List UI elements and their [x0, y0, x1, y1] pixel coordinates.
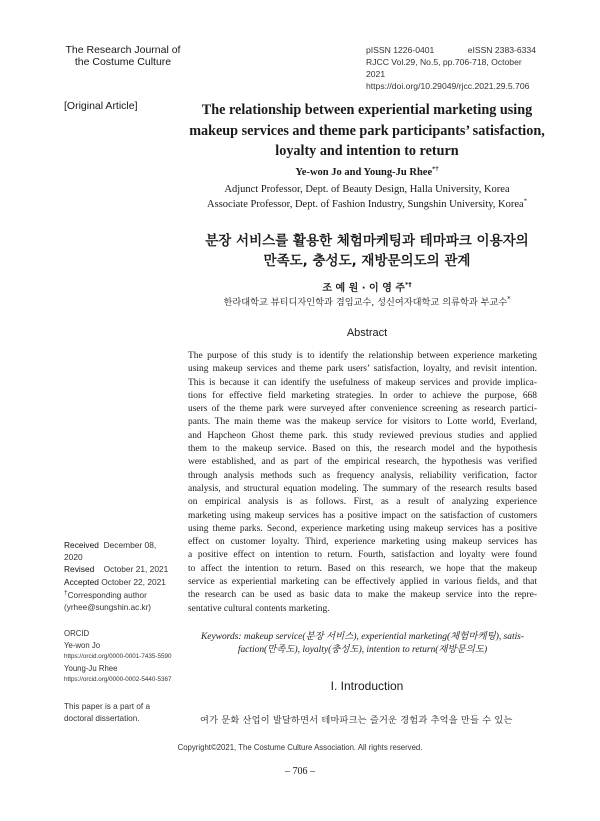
revised-row: Revised October 21, 2021 — [64, 564, 169, 575]
paper-title — [185, 100, 549, 162]
received-row: Received December 08, 2020 — [64, 540, 157, 563]
affiliation-en-2: Associate Professor, Dept. of Fashion Industry, Sungshin University, Korea* — [207, 197, 527, 210]
article-type: [Original Article] — [64, 100, 138, 112]
orcid-link-1[interactable]: https://orcid.org/0000-0001-7435-5590 — [64, 653, 172, 661]
dissertation-note-line1: This paper is a part of a — [64, 702, 151, 711]
dissertation-note-line2: doctoral dissertation. — [64, 714, 140, 723]
copyright: Copyright©2021, The Costume Culture Association. All rights reserved. — [177, 743, 423, 752]
abstract-line: pants. The main theme was the makeup service for visitors to Lotte world, Everland, — [188, 417, 537, 428]
dagger-mark: † — [64, 589, 68, 597]
corresponding-author — [64, 590, 176, 614]
abstract-line: through analysis methods such as frequency analysis, reliability verification, factor — [188, 470, 537, 481]
eissn: eISSN 2383-6334 — [467, 45, 536, 55]
pissn: pISSN 1226-0401 — [366, 45, 435, 55]
affiliation-en-1: Adjunct Professor, Dept. of Beauty Design, Halla University, Korea — [224, 184, 510, 195]
affiliation-kr-mark: * — [507, 294, 511, 303]
abstract-line: sentative cultural contents marketing. — [188, 603, 330, 614]
journal-name — [64, 44, 182, 68]
orcid-link-2[interactable]: https://orcid.org/0000-0002-5440-5367 — [64, 676, 172, 684]
orcid-author-2: Young-Ju Rhee — [64, 663, 118, 673]
abstract-line: the research can be used as basic data to make the makeup service into the repre- — [188, 590, 537, 601]
paper-title-kr-line1: 분장 서비스를 활용한 체험마케팅과 테마파크 이용자의 — [205, 233, 529, 249]
journal-name-line1: The Research Journal of — [65, 44, 181, 56]
abstract-line: users of the theme park were surveyed after convenience screening as research partici- — [188, 404, 537, 415]
journal-name-line2: the Costume Culture — [74, 56, 172, 68]
corresponding-label: †Corresponding author — [64, 589, 147, 600]
authors-en-mark: *† — [432, 165, 439, 173]
orcid-author-1: Ye-won Jo — [64, 640, 101, 650]
keywords — [188, 631, 537, 658]
abstract-line: marketing using makeup services has a positive impact on the satisfaction of customers — [188, 510, 537, 521]
introduction-first-line: 여가 문화 산업이 발달하면서 테마파크는 즐거운 경험과 추억을 만들 수 있는 — [200, 715, 513, 726]
abstract-body — [188, 350, 537, 616]
authors-kr-names: 조 예 원 · 이 영 주 — [322, 283, 405, 294]
volume-info: RJCC Vol.29, No.5, pp.706-718, October 2021 — [366, 57, 522, 79]
corresponding-email[interactable]: (yrhee@sungshin.ac.kr) — [64, 603, 152, 612]
authors-en — [185, 167, 549, 178]
abstract-line: were established, and as part of the empirical research, the hypothesis was verified — [188, 457, 537, 468]
affiliation-en-2-mark: * — [523, 197, 527, 205]
issn-row — [366, 44, 536, 56]
paper-title-line2: makeup services and theme park participants’ satisfaction, — [189, 122, 545, 139]
page-number: – 706 – — [285, 766, 315, 777]
article-dates — [64, 539, 176, 588]
abstract-line: This is because it can identify the usefulness of makeup services and provide implica- — [188, 377, 537, 388]
accepted-row: Accepted October 22, 2021 — [64, 576, 166, 587]
paper-title-kr — [185, 231, 549, 271]
abstract-line: effect on customer loyalty. Third, experience marketing using makeup services has — [188, 537, 537, 548]
authors-kr-mark: *† — [405, 280, 412, 289]
introduction-heading: I. Introduction — [330, 679, 404, 693]
abstract-heading: Abstract — [346, 327, 388, 339]
authors-en-names: Ye-won Jo and Young-Ju Rhee — [295, 167, 433, 178]
abstract-line: to affect the intention to return. Based on this research, we hope that the makeup — [188, 563, 537, 574]
abstract-line: using makeup services and theme park users’ satisfaction, loyalty, and revisit intention. — [188, 364, 537, 375]
dissertation-note — [64, 701, 176, 725]
abstract-line: The purpose of this study is to identify the relationship between experience marketing — [188, 351, 537, 361]
paper-title-line3: loyalty and intention to return — [275, 143, 459, 159]
abstract-line: analysis, and structural equation modeling. The summary of the research results based — [188, 483, 537, 494]
affiliations-en — [185, 182, 549, 212]
affiliation-kr: 한라대학교 뷰티디자인학과 겸임교수, 성신여자대학교 의류학과 부교수* — [223, 294, 511, 308]
paper-title-line1: The relationship between experiential marketing using — [201, 102, 533, 118]
paper-title-kr-line2: 만족도, 충성도, 재방문의도의 관계 — [263, 253, 471, 269]
journal-meta — [366, 44, 536, 92]
abstract-line: them to the makeup service. Based on this, the research model and the hypothesis — [188, 444, 537, 455]
authors-kr — [185, 279, 549, 294]
orcid-block — [64, 628, 176, 686]
abstract-line: using theme parks. Second, experience marketing using makeup services has a positive — [188, 523, 537, 534]
orcid-heading: ORCID — [64, 629, 90, 638]
abstract-line: and Hapcheon Ghost theme park. this study reviewed previous studies and applied — [188, 430, 537, 441]
abstract-line: tions for effective field marketing strategies. In order to achieve the purpose, 668 — [188, 390, 537, 401]
keywords-line1: Keywords: makeup service(분장 서비스), experiential marketing(체험마케팅), satis- — [200, 632, 525, 642]
abstract-line: service as experiential marketing can be effectively applied in various fields, and that — [188, 577, 537, 588]
keywords-line2: faction(만족도), loyalty(충성도), intention to return(재방문의도) — [237, 645, 488, 656]
abstract-line: a positive effect on intention to return. Fourth, satisfaction and loyalty were found — [188, 550, 537, 561]
abstract-line: on empirical analysis is as follows. First, as a result of analyzing experience — [188, 497, 537, 508]
doi-link[interactable]: https://doi.org/10.29049/rjcc.2021.29.5.706 — [366, 81, 530, 91]
